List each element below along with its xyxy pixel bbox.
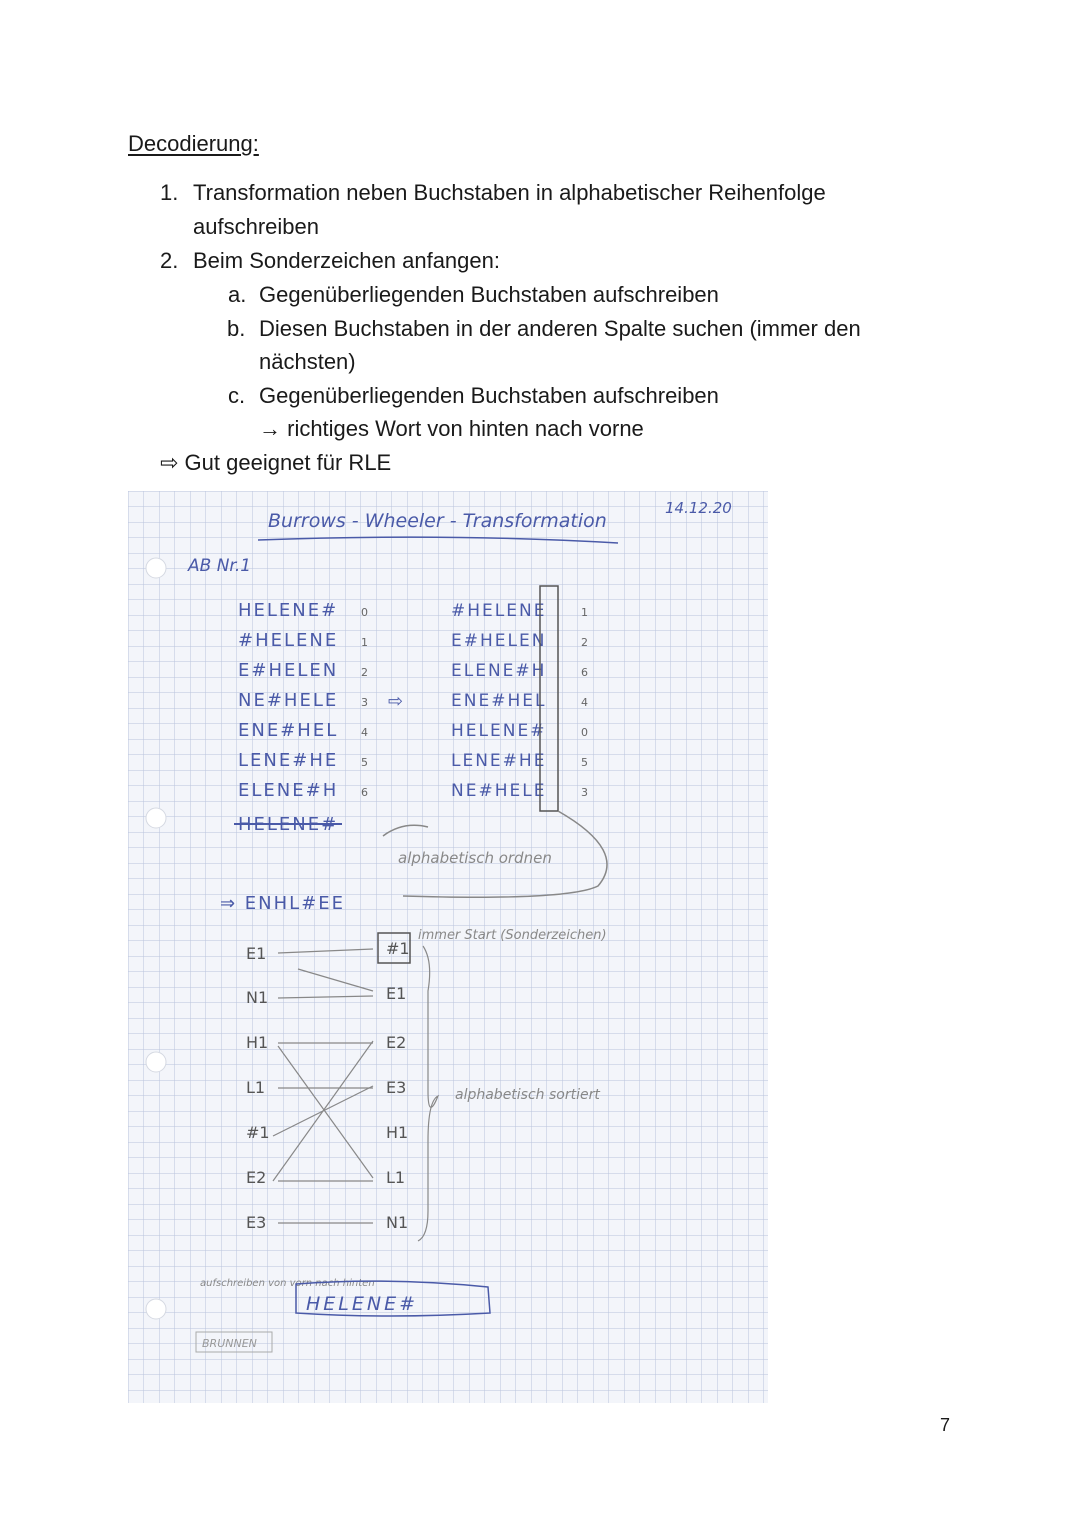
punch-hole — [146, 1052, 166, 1072]
rotation-row: HELENE# — [238, 600, 339, 621]
punch-hole — [146, 558, 166, 578]
rotation-row: NE#HELE — [238, 690, 339, 711]
right-col-item: N1 — [386, 1213, 409, 1232]
step-text: Transformation neben Buchstaben in alphabetischer Reihenfolge — [193, 180, 826, 205]
sorted-row: HELENE# — [451, 721, 547, 741]
notebook-title: Burrows - Wheeler - Transformation — [268, 510, 607, 532]
rotation-row: ELENE#H — [238, 780, 339, 801]
substep-text: Gegenüberliegenden Buchstaben aufschreiben — [259, 282, 719, 307]
substep-marker: c. — [228, 383, 246, 408]
substep-marker: a. — [228, 282, 247, 307]
rotation-index: 6 — [361, 786, 368, 799]
sorted-index: 3 — [581, 786, 588, 799]
rotation-index: 5 — [361, 756, 368, 769]
left-col-item: E1 — [246, 944, 267, 963]
right-col-item: E2 — [386, 1033, 407, 1052]
step-marker: 1. — [160, 180, 179, 205]
left-col-item: H1 — [246, 1033, 269, 1052]
notebook-photo — [128, 491, 768, 1403]
struck-row: HELENE# — [238, 814, 339, 835]
substep-text: Diesen Buchstaben in der anderen Spalte suchen (immer den — [259, 316, 861, 341]
right-col-item: E3 — [386, 1078, 407, 1097]
brand-label: BRUNNEN — [202, 1337, 257, 1350]
sorted-row: LENE#HE — [451, 751, 547, 771]
right-col-item: H1 — [386, 1123, 409, 1142]
sorted-row: NE#HELE — [451, 781, 547, 801]
left-col-item: E2 — [246, 1168, 267, 1187]
arrow-note: → richtiges Wort von hinten nach vorne — [259, 416, 644, 441]
sheet-label: AB Nr.1 — [188, 556, 252, 576]
right-col-item: #1 — [386, 939, 410, 958]
sorted-row: #HELENE — [451, 601, 547, 621]
conclusion: ⇨ Gut geeignet für RLE — [160, 450, 392, 475]
substep-text: Gegenüberliegenden Buchstaben aufschreiben — [259, 383, 719, 408]
rotation-index: 3 — [361, 696, 368, 709]
rotation-row: ENE#HEL — [238, 720, 339, 741]
rotation-row: #HELENE — [238, 630, 339, 651]
rotation-index: 0 — [361, 606, 368, 619]
right-col-item: L1 — [386, 1168, 406, 1187]
sorted-index: 0 — [581, 726, 588, 739]
write-note: aufschreiben von vorn nach hinten — [200, 1278, 375, 1289]
substep-text-continued: nächsten) — [259, 349, 356, 374]
sorted-index: 5 — [581, 756, 588, 769]
sorted-index: 1 — [581, 606, 588, 619]
step-marker: 2. — [160, 248, 179, 273]
punch-hole — [146, 808, 166, 828]
left-col-item: #1 — [246, 1123, 270, 1142]
rotation-index: 4 — [361, 726, 368, 739]
sorted-row: ELENE#H — [451, 661, 547, 681]
sorted-row: ENE#HEL — [451, 691, 547, 711]
sorted-index: 6 — [581, 666, 588, 679]
notebook-date: 14.12.20 — [665, 499, 732, 517]
special-note: immer Start (Sonderzeichen) — [418, 928, 607, 943]
sorted-index: 4 — [581, 696, 588, 709]
page-number: 7 — [940, 1415, 951, 1435]
section-heading: Decodierung: — [128, 131, 259, 156]
sort-note: alphabetisch ordnen — [398, 849, 552, 867]
sorted-row: E#HELEN — [451, 631, 547, 651]
step-text: Beim Sonderzeichen anfangen: — [193, 248, 500, 273]
left-col-item: N1 — [246, 988, 269, 1007]
left-col-item: E3 — [246, 1213, 267, 1232]
rotation-row: LENE#HE — [238, 750, 339, 771]
arrow-icon: ⇨ — [388, 691, 404, 712]
sorted-index: 2 — [581, 636, 588, 649]
final-word: HELENE# — [306, 1293, 419, 1315]
rotation-index: 2 — [361, 666, 368, 679]
rotation-row: E#HELEN — [238, 660, 339, 681]
sorted-note: alphabetisch sortiert — [455, 1087, 600, 1103]
paper-grid — [128, 491, 768, 1403]
left-col-item: L1 — [246, 1078, 266, 1097]
step-text-continued: aufschreiben — [193, 214, 319, 239]
rotation-index: 1 — [361, 636, 368, 649]
punch-hole — [146, 1299, 166, 1319]
result-string: ⇒ ENHL#EE — [220, 893, 346, 914]
right-col-item: E1 — [386, 984, 407, 1003]
substep-marker: b. — [227, 316, 246, 341]
